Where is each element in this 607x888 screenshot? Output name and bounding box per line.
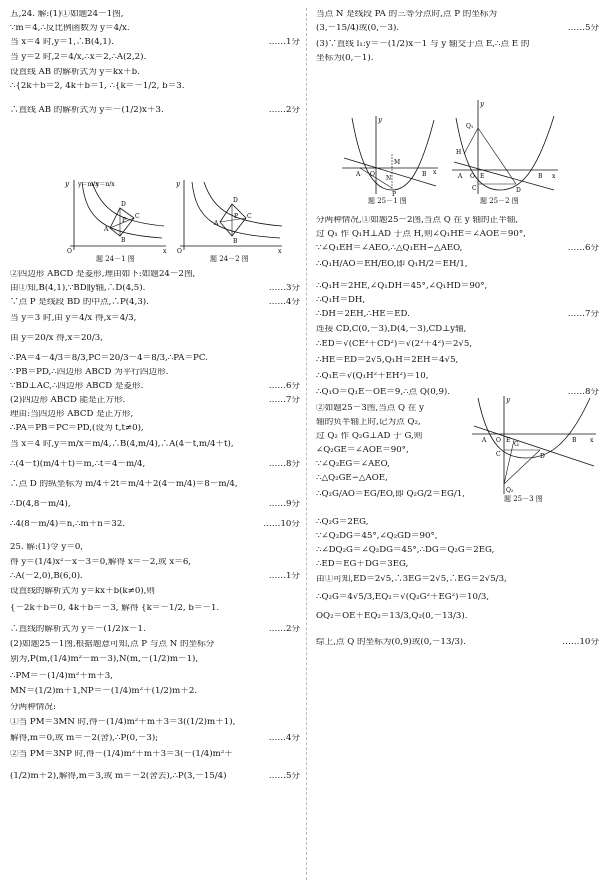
line-text: 当 x＝4 时,y＝1,∴B(4,1). (10, 38, 114, 47)
score-mark: ……1分 (268, 572, 300, 581)
text-line (316, 296, 599, 305)
line-text: 过 Q₂ 作 Q₂G⊥AD 于 G,则 (316, 432, 423, 441)
fig-label: B (422, 171, 427, 178)
score-mark: ……4分 (268, 734, 300, 743)
line-text: ②四边形 ABCD 是菱形,理由如下:如题24－2图, (10, 270, 196, 279)
line-text: (2)如题25－1图,根据题意可知,点 P 与点 N 的坐标分 (10, 640, 215, 649)
text-line (10, 703, 300, 712)
fig-label: B (233, 238, 238, 245)
score-mark: ……3分 (268, 284, 300, 293)
text-line (10, 772, 300, 781)
text-line (10, 382, 300, 391)
score-mark: ……8分 (567, 388, 599, 397)
fig-label: y (65, 180, 69, 188)
line-text: 解得,m＝0,或 m＝－2(舍),∴P(0,－3); (10, 734, 159, 743)
line-text: ∴Q₁O＝Q₁E－OE＝9,∴点 Q(0,9). (316, 388, 451, 397)
text-line (316, 325, 599, 334)
text-line (10, 672, 300, 681)
fig-label: P (122, 217, 127, 224)
fig-label: A (214, 220, 219, 227)
line-text: (3)∵直线 l₁:y＝－(1/2)x－1 与 y 轴交于点 E,∴点 E 的 (316, 40, 530, 49)
text-line (10, 298, 300, 307)
text-line (10, 24, 300, 33)
text-line (316, 593, 599, 602)
text-line (316, 356, 599, 365)
text-line (10, 284, 300, 293)
line-text: ∵m＝4,∴反比例函数为 y＝4/x. (10, 24, 130, 33)
line-text: ∴PA＝4－4/3＝8/3,PC＝20/3－4＝8/3,∴PA＝PC. (10, 354, 208, 363)
score-mark: ……9分 (268, 500, 300, 509)
fig-label: B (572, 437, 577, 444)
fig-label: y (378, 116, 382, 124)
text-line (316, 560, 599, 569)
fig-label: M (394, 159, 401, 166)
line-text: ∴{2k＋b＝2, 4k＋b＝1, ∴{k＝－1/2, b＝3. (10, 82, 185, 91)
line-text: ②如题25－3图,当点 Q 在 y (316, 404, 424, 413)
score-mark: ……8分 (268, 460, 300, 469)
score-mark: ……5分 (567, 24, 599, 33)
text-line (10, 410, 300, 419)
fig-label: y (176, 180, 180, 188)
fig-label: O (67, 248, 72, 254)
text-line (316, 418, 469, 427)
line-text: ∴∠DQ₂G＝∠Q₂DG＝45°,∴DG＝Q₂G＝2EG, (316, 546, 495, 555)
score-mark: ……2分 (268, 106, 300, 115)
text-line (316, 532, 599, 541)
text-line (10, 687, 300, 696)
score-mark: ……6分 (268, 382, 300, 391)
text-line (10, 520, 300, 529)
line-text: 坐标为(0,－1). (316, 54, 374, 63)
text-line (316, 372, 599, 381)
line-text: ②当 PM＝3NP 时,得－(1/4)m²＋m＋3＝3(－(1/4)m²＋ (10, 750, 233, 759)
line-text: 由①知,B(4,1),∵BD∥y轴,∴D(4,5). (10, 284, 146, 293)
text-line (316, 612, 599, 621)
fig-label: A (356, 171, 361, 178)
fig-label: x (590, 437, 594, 444)
fig-label: y＝n/x (96, 181, 115, 188)
line-text: ∵BD⊥AC,∴四边形 ABCD 是菱形. (10, 382, 144, 391)
line-text: (3,－15/4)或(0,－3). (316, 24, 400, 33)
fig-label: y＝m/x (78, 181, 99, 188)
line-text: 五,24. 解:(1)①如题24－1图, (10, 10, 124, 19)
line-text: ∴Q₂G＝4√5/3,EQ₂＝√(Q₂G²＋EG²)＝10/3, (316, 593, 490, 602)
line-text: ∵PB＝PD,∴四边形 ABCD 为平行四边形. (10, 368, 169, 377)
fig-label: A (104, 226, 109, 233)
fig-label: x (278, 248, 282, 254)
text-line (316, 432, 469, 441)
line-text: 别为,P(m,(1/4)m²－m－3),N(m,－(1/2)m－1), (10, 655, 199, 664)
score-mark: ……5分 (268, 772, 300, 781)
line-text: MN＝(1/2)m＋1,NP＝－(1/4)m²＋(1/2)m＋2. (10, 687, 198, 696)
fig-label: x (163, 248, 167, 254)
line-text: ∴直线 AB 的解析式为 y＝－(1/2)x＋3. (10, 106, 164, 115)
line-text: 得 y＝(1/4)x²－x－3＝0,解得 x＝－2,或 x＝6, (10, 558, 192, 567)
line-text: 由 y＝20/x 得,x＝20/3, (10, 334, 103, 343)
line-text: ∴PA＝PB＝PC＝PD,(设为 t,t≠0), (10, 424, 144, 433)
line-text: 25. 解:(1)令 y＝0, (10, 543, 84, 552)
line-text: ∴A(－2,0),B(6,0). (10, 572, 83, 581)
score-mark: ……4分 (268, 298, 300, 307)
fig-label: P (392, 191, 397, 196)
fig-label: C (247, 213, 252, 220)
line-text: (2)四边形 ABCD 能是正方形. (10, 396, 126, 405)
line-text: ∴ED＝√(CE²＋CD²)＝√(2²＋4²)＝2√5, (316, 340, 473, 349)
score-mark: ……1分 (268, 38, 300, 47)
line-text: 当 y＝3 时,由 y＝4/x 得,x＝4/3, (10, 314, 137, 323)
line-text: ∵点 P 是线段 BD 的中点,∴P(4,3). (10, 298, 149, 307)
line-text: {－2k＋b＝0, 4k＋b＝－3, 解得 {k＝－1/2, b＝－1. (10, 604, 220, 613)
fig-label: O (177, 248, 182, 254)
fig-label: y (480, 100, 484, 108)
text-line (316, 460, 469, 469)
text-line (316, 282, 599, 291)
figure-caption: 题 24－2 图 (210, 255, 249, 263)
text-line (10, 572, 300, 581)
line-text: 分两种情况,①如题25－2图,当点 Q 在 y 轴的正半轴, (316, 216, 519, 225)
fig-label: A (482, 437, 487, 444)
text-line (10, 53, 300, 62)
line-text: ∴Q₁H/AO＝EH/EO,即 Q₁H/2＝EH/1, (316, 260, 468, 269)
text-line (10, 625, 300, 634)
line-text: ∴(4－t)(m/4＋t)＝m,∴t＝4－m/4, (10, 460, 146, 469)
column-divider (306, 8, 307, 880)
text-line (10, 334, 300, 343)
text-line (10, 655, 300, 664)
fig-label: A (458, 173, 463, 180)
figure-25-3 (468, 394, 598, 506)
line-text: 当 y＝2 时,2＝4/x,∴x＝2,∴A(2,2). (10, 53, 147, 62)
line-text: ∴4(8－m/4)＝n,∴m＋n＝32. (10, 520, 126, 529)
text-line (316, 340, 599, 349)
fig-label: x (552, 173, 556, 180)
figure-24-1 (62, 178, 170, 262)
text-line (10, 734, 300, 743)
line-text: 轴的负半轴上时,记为点 Q₂, (316, 418, 421, 427)
text-line (316, 518, 599, 527)
fig-label: E (480, 173, 485, 180)
line-text: 由①可知,ED＝2√5,∴3EG＝2√5,∴EG＝2√5/3, (316, 575, 507, 584)
text-line (316, 216, 599, 225)
line-text: ∴Q₁H＝2HE,∠Q₁DH＝45°,∠Q₁HD＝90°, (316, 282, 488, 291)
fig-label: C (496, 451, 501, 458)
line-text: 设直线 AB 的解析式为 y＝kx＋b. (10, 68, 140, 77)
text-line (316, 638, 599, 647)
figure-caption: 题 25－1 图 (368, 197, 407, 205)
text-line (10, 558, 300, 567)
line-text: ∴点 D 的纵坐标为 m/4＋2t＝m/4＋2(4－m/4)＝8－m/4, (10, 480, 238, 489)
text-line (10, 354, 300, 363)
line-text: ∵∠Q₁EH＝∠AEO,∴△Q₁EH∽△AEO, (316, 244, 463, 253)
line-text: ∴Q₂G/AO＝EG/EO,即 Q₂G/2＝EG/1, (316, 490, 466, 499)
figure-caption: 题 25－2 图 (480, 197, 519, 205)
text-line (10, 82, 300, 91)
fig-label: D (516, 187, 521, 194)
line-text: OQ₂＝OE＋EQ₂＝13/3,Q₂(0,－13/3). (316, 612, 468, 621)
text-line (316, 546, 599, 555)
fig-label: G (514, 441, 519, 448)
fig-label: O (496, 437, 501, 444)
text-line (10, 68, 300, 77)
line-text: 综上,点 Q 的坐标为(0,9)或(0,－13/3). (316, 638, 466, 647)
figure-25-2 (450, 98, 560, 206)
text-line (10, 460, 300, 469)
line-text: 当点 N 是线段 PA 的三等分点时,点 P 的坐标为 (316, 10, 498, 19)
text-line (316, 310, 599, 319)
fig-label: O (470, 173, 475, 180)
fig-label: C (135, 213, 140, 220)
fig-label: Q₂ (506, 487, 514, 494)
text-line (316, 54, 599, 63)
text-line (316, 575, 599, 584)
figure-caption: 题 24－1 图 (96, 255, 135, 263)
line-text: 分两种情况: (10, 703, 56, 712)
line-text: ∴Q₁H＝DH, (316, 296, 366, 305)
score-mark: ……2分 (268, 625, 300, 634)
text-line (10, 106, 300, 115)
text-line (10, 604, 300, 613)
text-line (316, 244, 599, 253)
fig-label: B (538, 173, 543, 180)
fig-label: D (121, 201, 126, 208)
line-text: 设直线的解析式为 y＝kx＋b(k≠0),则 (10, 587, 155, 596)
score-mark: ……6分 (567, 244, 599, 253)
fig-label: D (540, 453, 545, 460)
figure-caption: 题 25－3 图 (504, 495, 543, 503)
figure-24-2 (176, 178, 286, 262)
line-text: 连接 CD,C(0,－3),D(4,－3),CD⊥y轴, (316, 325, 467, 334)
text-line (316, 404, 469, 413)
text-line (10, 270, 300, 279)
line-text: ∴DH＝2EH,∴HE＝ED. (316, 310, 410, 319)
text-line (10, 500, 300, 509)
line-text: 过 Q₁ 作 Q₁H⊥AD 于点 H,则∠Q₁HE＝∠AOE＝90°, (316, 230, 526, 239)
score-mark: ……7分 (268, 396, 300, 405)
line-text: ∵∠Q₂DG＝45°,∠Q₂GD＝90°, (316, 532, 438, 541)
fig-label: E (506, 437, 511, 444)
text-line (316, 490, 469, 499)
fig-label: C (472, 185, 477, 192)
text-line (316, 260, 599, 269)
fig-label: Q₁ (466, 123, 474, 130)
text-line (10, 718, 300, 727)
line-text: ∠Q₂GE＝∠AOE＝90°, (316, 446, 409, 455)
fig-label: N (386, 175, 392, 182)
fig-label: O (370, 171, 375, 178)
fig-label: H (456, 149, 462, 156)
line-text: ∴HE＝ED＝2√5,Q₁H＝2EH＝4√5, (316, 356, 459, 365)
fig-label: D (233, 197, 238, 204)
text-line (10, 440, 300, 449)
text-line (10, 480, 300, 489)
line-text: ∴直线的解析式为 y＝－(1/2)x－1. (10, 625, 146, 634)
line-text: 当 x＝4 时,y＝m/x＝m/4,∴B(4,m/4),∴A(4－t,m/4＋t), (10, 440, 234, 449)
text-line (10, 543, 300, 552)
text-line (10, 396, 300, 405)
line-text: ∴ED＝EG＋DG＝3EG, (316, 560, 409, 569)
fig-label: y (506, 396, 510, 404)
text-line (316, 446, 469, 455)
line-text: ∵∠Q₂EG＝∠AEO, (316, 460, 390, 469)
text-line (316, 474, 469, 483)
text-line (10, 10, 300, 19)
text-line (10, 368, 300, 377)
line-text: ∴PM＝－(1/4)m²＋m＋3, (10, 672, 113, 681)
text-line (316, 230, 599, 239)
text-line (316, 40, 599, 49)
text-line (10, 314, 300, 323)
score-mark: ……10分 (263, 520, 300, 529)
text-line (10, 587, 300, 596)
text-line (10, 640, 300, 649)
text-line (316, 10, 599, 19)
text-line (10, 424, 300, 433)
figure-25-1 (340, 114, 440, 206)
line-text: ∴Q₂G＝2EG, (316, 518, 369, 527)
line-text: 理由:当四边形 ABCD 是正方形, (10, 410, 134, 419)
fig-label: x (433, 169, 437, 176)
text-line (316, 24, 599, 33)
fig-label: B (121, 237, 126, 244)
score-mark: ……10分 (562, 638, 599, 647)
line-text: ∴Q₁E＝√(Q₁H²＋EH²)＝10, (316, 372, 429, 381)
line-text: ①当 PM＝3MN 时,得－(1/4)m²＋m＋3＝3((1/2)m＋1), (10, 718, 236, 727)
score-mark: ……7分 (567, 310, 599, 319)
line-text: ∴D(4,8－m/4), (10, 500, 71, 509)
text-line (10, 750, 300, 759)
fig-label: P (234, 213, 239, 220)
line-text: ∴△Q₂GE∽△AOE, (316, 474, 388, 483)
line-text: (1/2)m＋2),解得,m＝3,或 m＝－2(舍去),∴P(3,－15/4) (10, 772, 227, 781)
text-line (10, 38, 300, 47)
